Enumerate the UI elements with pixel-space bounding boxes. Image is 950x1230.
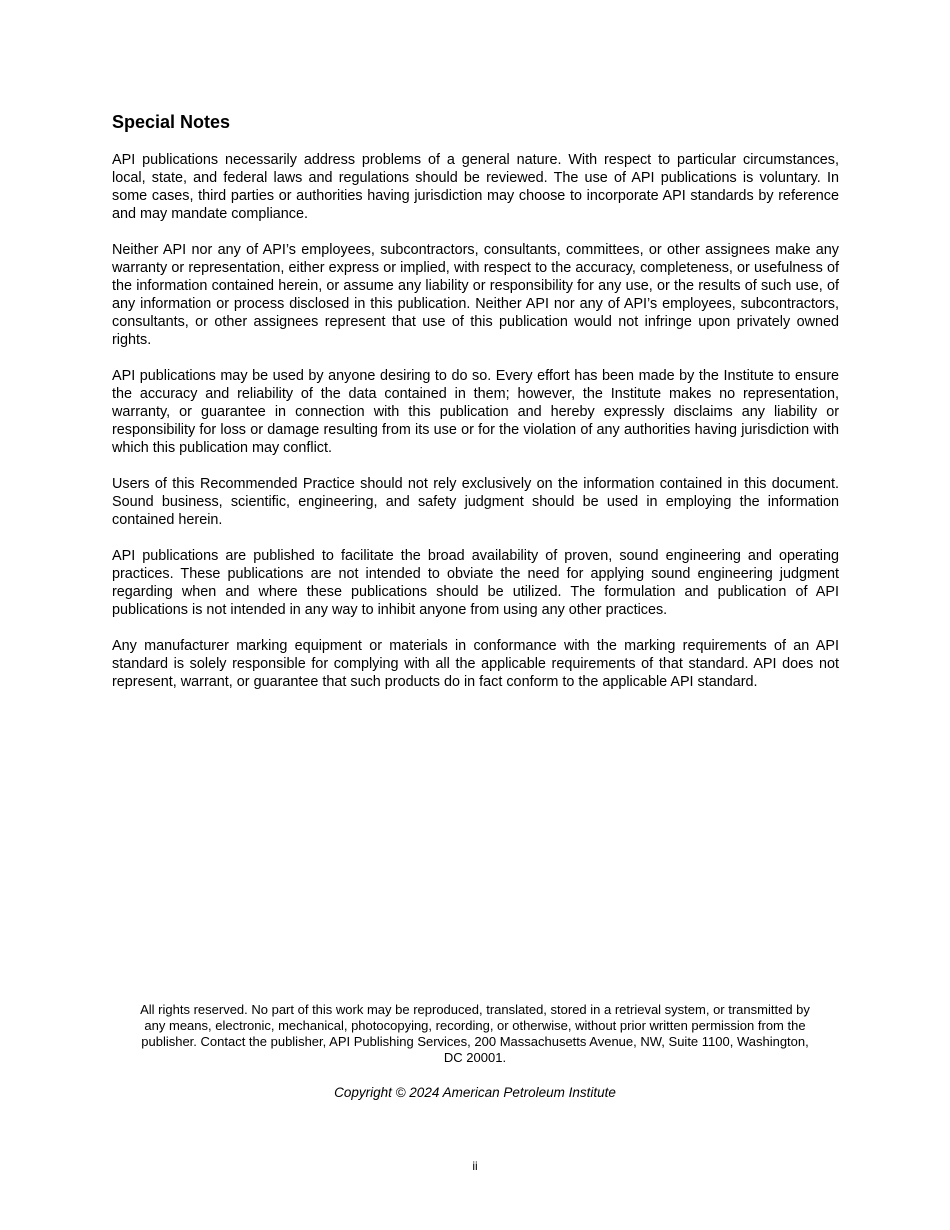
paragraph-scope: API publications necessarily address problems of a general nature. With respect to particular circumstances, local, state, and federal laws and regulations should be reviewed. The use of API publications is voluntary. In some cases, third parties or authorities having jurisdiction may choose to incorporate API standards by reference and may mandate compliance. [112,152,839,222]
paragraph-manufacturer-marking: Any manufacturer marking equipment or materials in conformance with the marking requirements of an API standard is solely responsible for complying with all the applicable requirements of that standard. API does not represent, warrant, or guarantee that such products do in fact conform to the applicable API standard. [112,638,839,690]
paragraph-liability-disclaimer: API publications may be used by anyone desiring to do so. Every effort has been made by the Institute to ensure the accuracy and reliability of the data contained in them; however, the Institute makes no representation, warranty, or guarantee in connection with this publication and hereby expressly disclaims any liability or responsibility for loss or damage resulting from its use or for the violation of any authorities having jurisdiction with which this publication may conflict. [112,368,839,456]
page-title: Special Notes [112,112,231,132]
page-number: ii [472,1159,478,1173]
paragraph-warranty-disclaimer: Neither API nor any of API’s employees, subcontractors, consultants, committees, or other assignees make any warranty or representation, either express or implied, with respect to the accuracy, completeness, or usefulness of the information contained herein, or assume any liability or responsibility for any use, or the results of such use, of any information or process disclosed in this publication. Neither API nor any of API’s employees, subcontractors, consultants, or other assignees represent that use of this publication would not infringe upon privately owned rights. [112,242,839,348]
copyright-line: Copyright © 2024 American Petroleum Institute [334,1085,616,1100]
rights-notice: All rights reserved. No part of this work may be reproduced, translated, stored in a retrieval system, or transmitted by any means, electronic, mechanical, photocopying, recording, or otherwise, without prior written permission from the publisher. Contact the publisher, API Publishing Services, 200 Massachusetts Avenue, NW, Suite 1100, Washington, DC 20001. [140,1002,810,1065]
special-notes-body [112,151,839,709]
paragraph-purpose: API publications are published to facilitate the broad availability of proven, sound engineering and operating practices. These publications are not intended to obviate the need for applying sound engineering judgment regarding when and where these publications should be utilized. The formulation and publication of API publications is not intended in any way to inhibit anyone from using any other practices. [112,548,839,618]
paragraph-users-judgment: Users of this Recommended Practice should not rely exclusively on the information contained in this document. Sound business, scientific, engineering, and safety judgment should be used in employing the information contained herein. [112,476,839,528]
